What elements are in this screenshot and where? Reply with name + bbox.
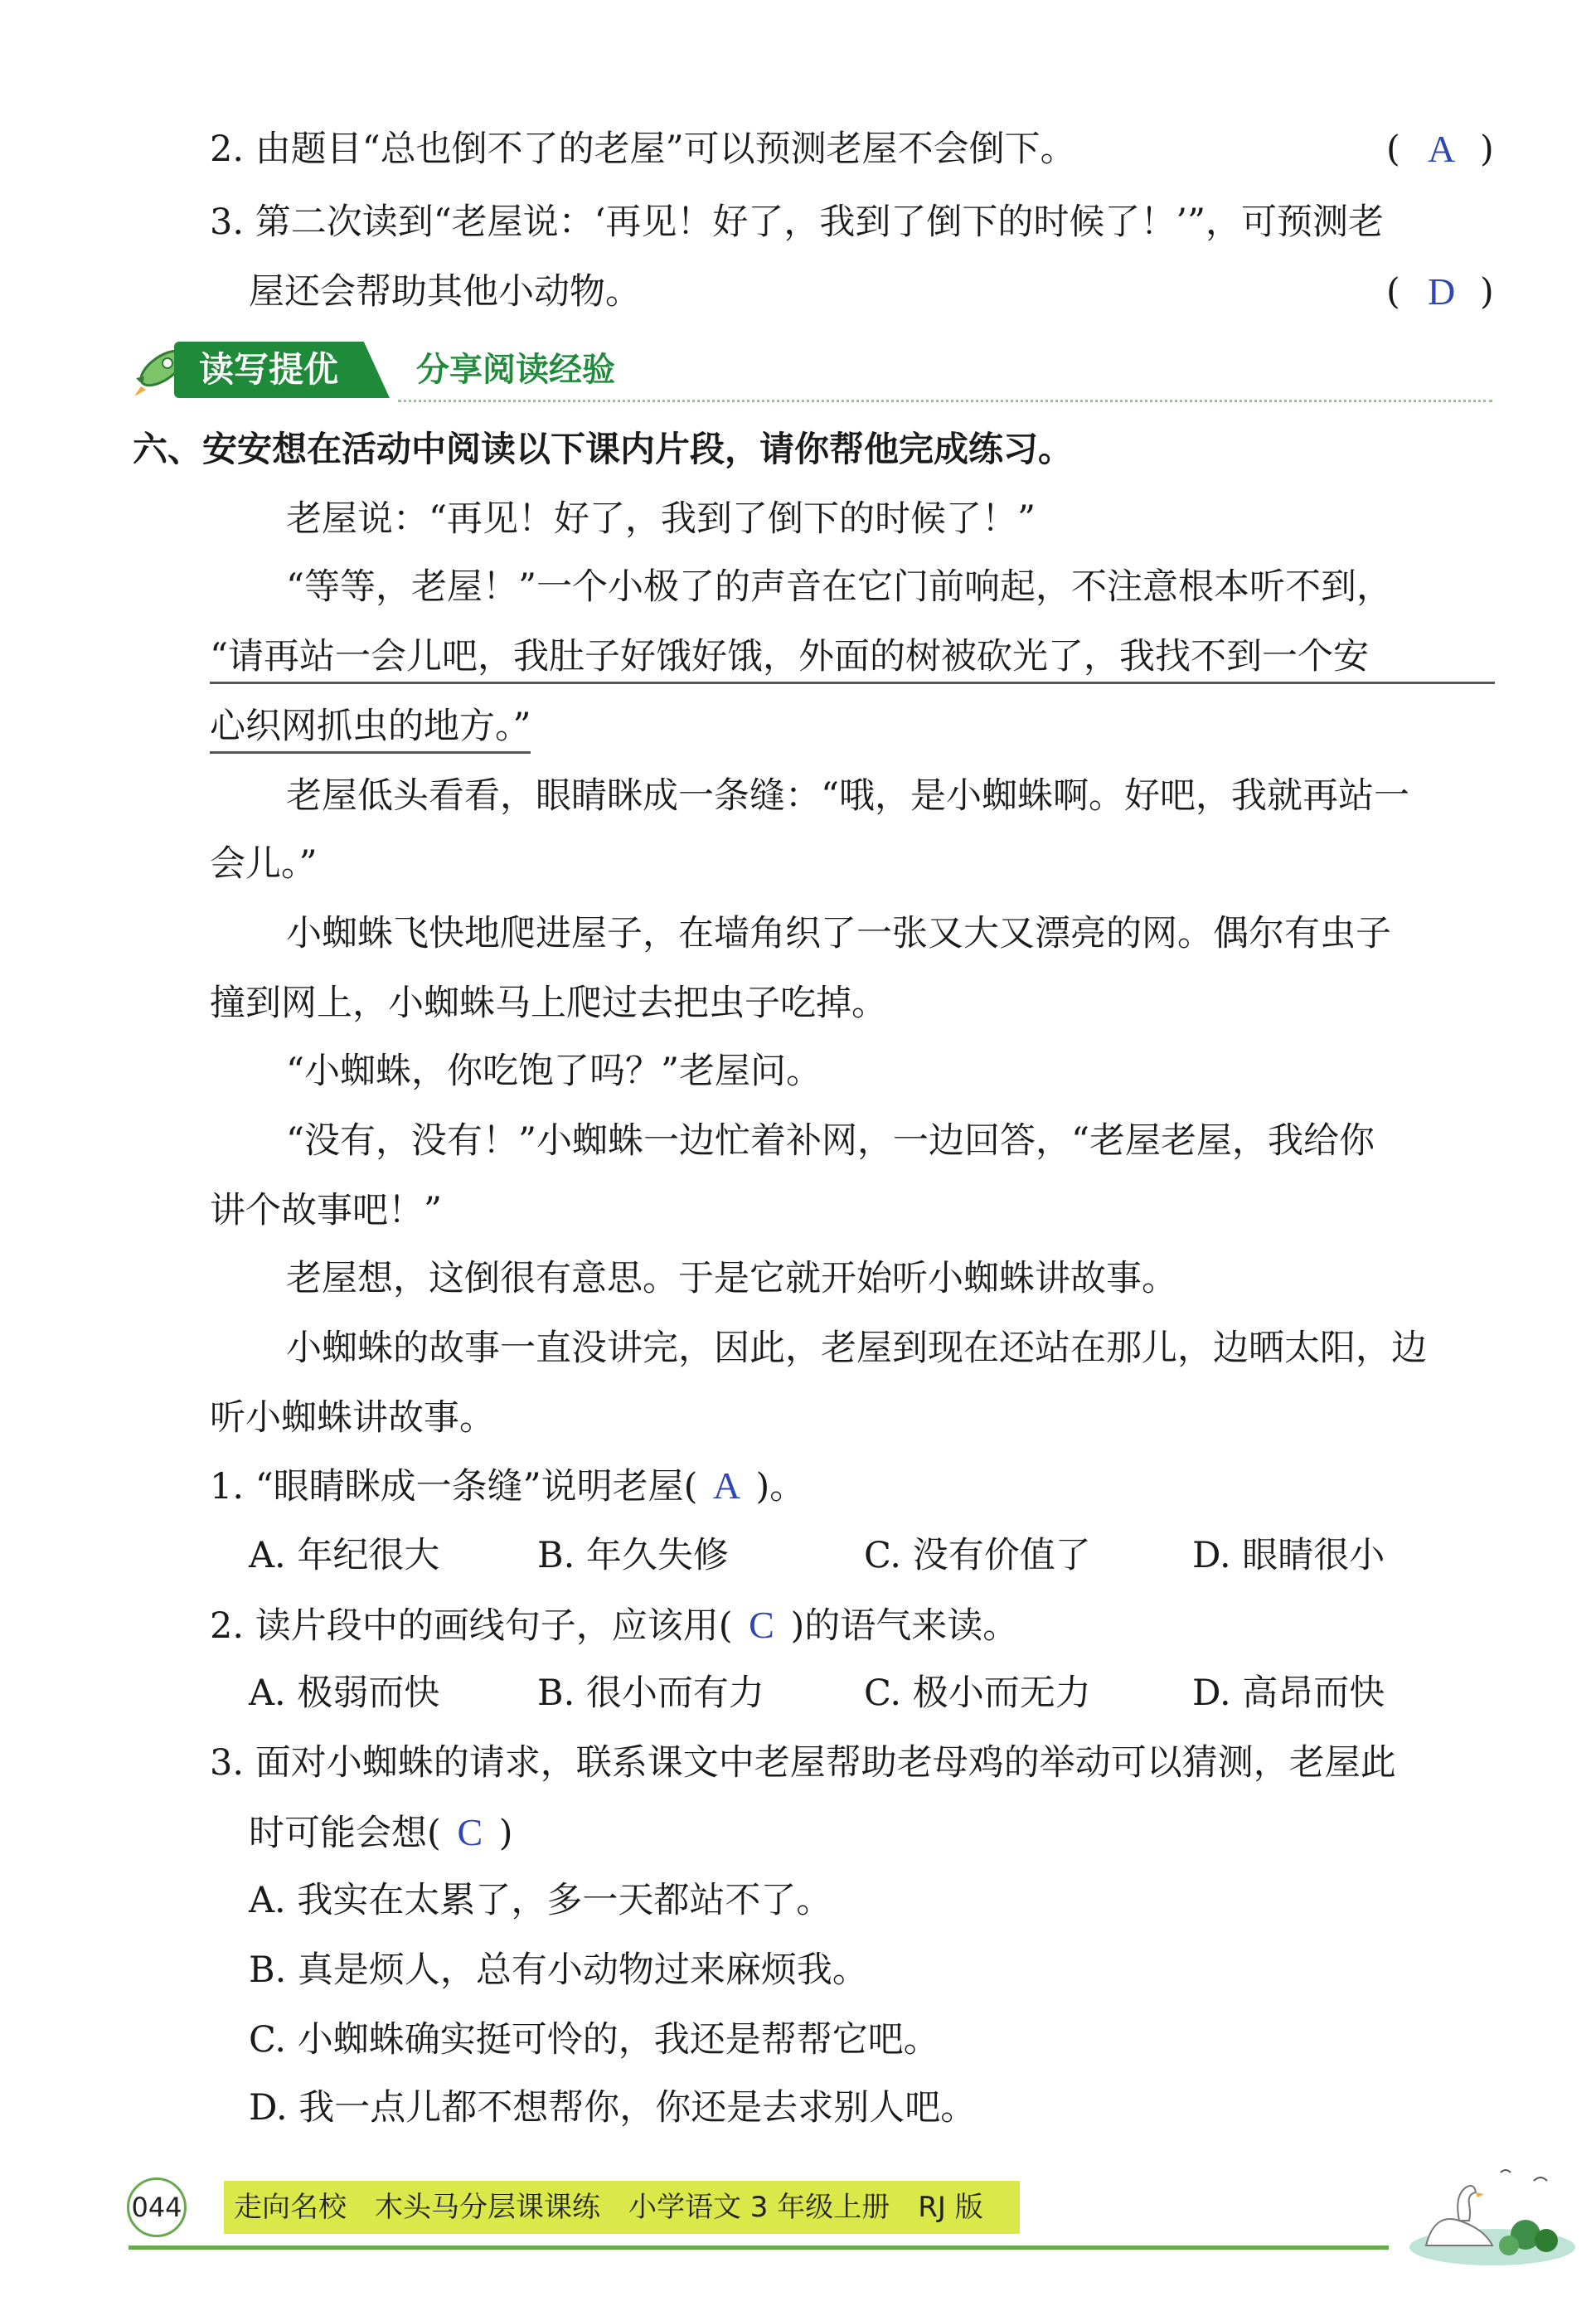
footer-divider xyxy=(129,2245,1389,2250)
paren-open: ( xyxy=(1386,271,1400,313)
page-number: 044 xyxy=(127,2177,187,2237)
question-3-answer: C xyxy=(457,1811,483,1853)
option: D. 我一点儿都不想帮你，你还是去求别人吧。 xyxy=(249,2087,977,2129)
passage-line: 讲个故事吧！” xyxy=(210,1190,442,1231)
footer-text: 走向名校 木头马分层课课练 小学语文 3 年级上册 RJ 版 xyxy=(234,2191,983,2224)
passage-line: 老屋说：“再见！好了，我到了倒下的时候了！” xyxy=(286,498,1036,540)
section-heading: 六、安安想在活动中阅读以下课内片段，请你帮他完成练习。 xyxy=(133,429,1074,469)
passage-line: “没有，没有！”小蜘蛛一边忙着补网，一边回答，“老屋老屋，我给你 xyxy=(286,1120,1375,1162)
option: C. 小蜘蛛确实挺可怜的，我还是帮帮它吧。 xyxy=(249,2019,939,2061)
passage-line: “小蜘蛛，你吃饱了吗？”老屋问。 xyxy=(286,1051,822,1092)
question-3-stem-end: ) xyxy=(498,1813,513,1854)
answer-top-q3: D xyxy=(1428,270,1456,313)
question-2-stem xyxy=(210,1600,1018,1651)
option: A. 我实在太累了，多一天都站不了。 xyxy=(249,1880,832,1921)
passage-underlined-line: “请再站一会儿吧，我肚子好饿好饿，外面的树被砍光了，我找不到一个安 xyxy=(210,632,1495,684)
swan-pond-illustration xyxy=(1376,2148,1575,2272)
question-3-top-line1: 3. 第二次读到“老屋说：‘再见！好了，我到了倒下的时候了！’”，可预测老 xyxy=(210,201,1384,243)
option: B. 年久失修 xyxy=(537,1535,729,1576)
question-1-stem-text: 1. “眼睛眯成一条缝”说明老屋( xyxy=(210,1466,698,1507)
passage-underlined-line: 心织网抓虫的地方。” xyxy=(210,702,531,754)
banner-subtitle: 分享阅读经验 xyxy=(416,351,615,389)
passage-line: 会儿。” xyxy=(210,843,318,885)
question-1-answer: A xyxy=(712,1464,741,1507)
passage-line: “等等，老屋！”一个小极了的声音在它门前响起，不注意根本听不到， xyxy=(286,566,1392,608)
question-3-top-line2: 屋还会帮助其他小动物。 xyxy=(249,271,641,313)
paren-open: ( xyxy=(1386,129,1400,170)
banner-divider xyxy=(398,400,1492,402)
option: C. 没有价值了 xyxy=(864,1535,1091,1576)
passage-line: 老屋想，这倒很有意思。于是它就开始听小蜘蛛讲故事。 xyxy=(286,1258,1177,1299)
question-3-stem-line2 xyxy=(249,1808,513,1858)
passage-line: 老屋低头看看，眼睛眯成一条缝：“哦，是小蜘蛛啊。好吧，我就再站一 xyxy=(286,775,1409,817)
passage-line: 撞到网上，小蜘蛛马上爬过去把虫子吃掉。 xyxy=(210,983,887,1024)
paren-close: ) xyxy=(1480,129,1494,170)
option: D. 眼睛很小 xyxy=(1192,1535,1385,1576)
passage-line: 听小蜘蛛讲故事。 xyxy=(210,1397,495,1439)
option: C. 极小而无力 xyxy=(864,1673,1091,1714)
question-3-stem-line1: 3. 面对小蜘蛛的请求，联系课文中老屋帮助老母鸡的举动可以猜测，老屋此 xyxy=(210,1742,1396,1784)
option: D. 高昂而快 xyxy=(1192,1673,1385,1714)
paren-close: ) xyxy=(1480,271,1494,313)
question-2-stem-end: )的语气来读。 xyxy=(790,1605,1019,1647)
option: B. 真是烦人，总有小动物过来麻烦我。 xyxy=(249,1949,868,1991)
option: B. 很小而有力 xyxy=(537,1673,764,1714)
option: A. 极弱而快 xyxy=(249,1673,440,1714)
passage-line: 小蜘蛛的故事一直没讲完，因此，老屋到现在还站在那儿，边晒太阳，边 xyxy=(286,1328,1427,1369)
question-2-stem-text: 2. 读片段中的画线句子，应该用( xyxy=(210,1605,733,1647)
question-1-stem-end: )。 xyxy=(755,1466,806,1507)
option: A. 年纪很大 xyxy=(249,1535,440,1576)
question-3-stem-text: 时可能会想( xyxy=(249,1813,441,1854)
answer-top-q2: A xyxy=(1428,128,1456,170)
question-1-stem xyxy=(210,1461,805,1512)
passage-line: 小蜘蛛飞快地爬进屋子，在墙角织了一张又大又漂亮的网。偶尔有虫子 xyxy=(286,913,1391,954)
banner-title: 读写提优 xyxy=(199,349,339,390)
question-2-top: 2. 由题目“总也倒不了的老屋”可以预测老屋不会倒下。 xyxy=(210,129,1076,170)
question-2-answer: C xyxy=(749,1604,774,1646)
